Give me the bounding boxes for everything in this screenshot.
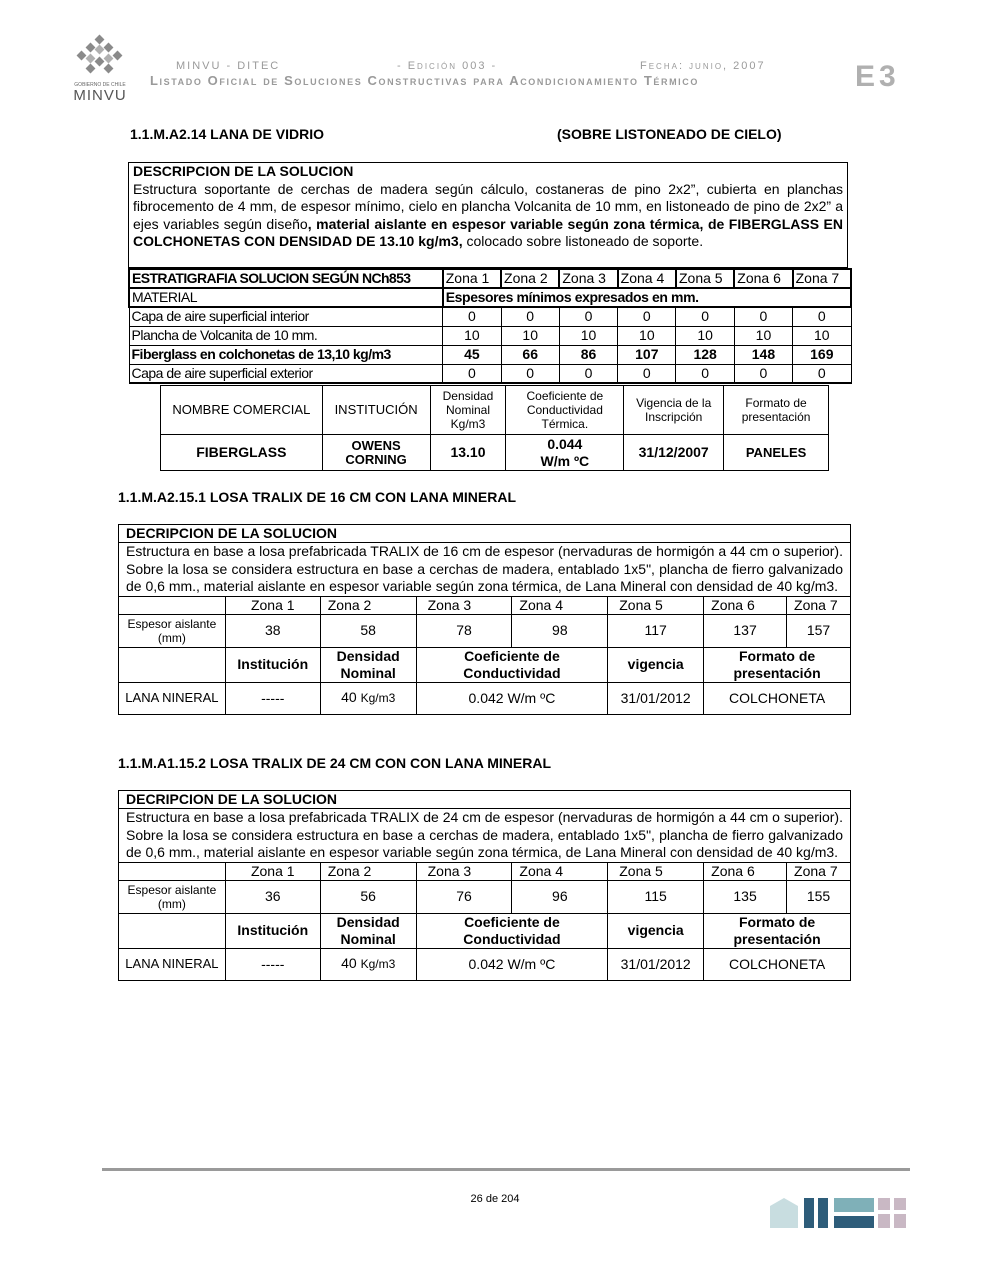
strat-value: 0 <box>734 364 792 383</box>
strat-row-bold <box>129 345 851 364</box>
strat-row <box>129 307 851 326</box>
section1-desc-head: DESCRIPCION DE LA SOLUCION <box>133 163 354 179</box>
zone-header: Zona 6 <box>704 596 787 614</box>
prop-head-coef: Coeficiente de Conductividad <box>416 913 608 948</box>
section2-prop-value-row <box>119 682 851 714</box>
zone-header: Zona 5 <box>608 596 704 614</box>
strat-value: 0 <box>559 364 617 383</box>
strat-row <box>129 364 851 383</box>
prop-dens-num: 40 <box>341 955 357 971</box>
section1-desc-text <box>133 181 843 251</box>
strat-value: 10 <box>501 326 559 345</box>
section2-desc-text: Estructura en base a losa prefabricada TRALIX de 16 cm de espesor (nervaduras de hormigón a 44 cm o superior). Sobre la losa se considera estructura en base a cerchas de madera, entablado 1x5", plancha de fierro galvanizado de 0,6 mm., material aislante en espesor variable según zona térmica, de Lana Mineral con densidad de 40 kg/m3. <box>119 543 851 597</box>
strat-value: 0 <box>559 307 617 326</box>
strat-value: 107 <box>618 345 676 364</box>
prop-head-vig: vigencia <box>608 913 704 948</box>
strat-value: 66 <box>501 345 559 364</box>
commercial-value-row <box>161 435 829 471</box>
prop-fmt: COLCHONETA <box>704 948 851 980</box>
footer-logo <box>770 1198 906 1228</box>
section2-desc-head: DECRIPCION DE LA SOLUCION <box>119 525 851 543</box>
prop-dens-unit: Kg/m3 <box>360 957 396 971</box>
zone-header: Zona 5 <box>608 862 704 880</box>
strat-value: 0 <box>501 307 559 326</box>
strat-value: 0 <box>618 364 676 383</box>
comm-coef-unit: W/m ºC <box>540 452 590 469</box>
espesor-value: 117 <box>608 614 704 647</box>
section1-desc-normal: Estructura soportante de cerchas de madera según cálculo, costaneras de pino 2x2”, cubierta en planchas fibrocemento de 4 mm, de espesor mínimo, cielo en plancha Volcanita de 10 mm, en listoneado de pino de 2x2” a ejes variables según diseño <box>133 180 843 232</box>
strat-value: 0 <box>676 307 734 326</box>
strat-value: 0 <box>618 307 676 326</box>
comm-vig: 31/12/2007 <box>624 435 724 471</box>
prop-mat: LANA NINERAL <box>119 948 226 980</box>
section2-title: 1.1.M.A2.15.1 LOSA TRALIX DE 16 CM CON LANA MINERAL <box>118 489 517 505</box>
espesor-value: 56 <box>320 880 416 913</box>
comm-dens: 13.10 <box>430 435 506 471</box>
prop-head-inst: Institución <box>225 647 320 682</box>
section2-prop-header-row <box>119 647 851 682</box>
prop-dens-unit: Kg/m3 <box>360 691 396 705</box>
prop-vig: 31/01/2012 <box>608 682 704 714</box>
comm-head-vig: Vigencia de la Inscripción <box>624 386 724 435</box>
prop-mat: LANA NINERAL <box>119 682 226 714</box>
header-edition: - Edición 003 - <box>397 60 498 72</box>
empty-cell <box>119 647 226 682</box>
prop-head-fmt: Formato de presentación <box>704 913 851 948</box>
strat-head-label: ESTRATIGRAFIA SOLUCION SEGÚN NCh853 <box>129 269 443 288</box>
section1-subtitle: (SOBRE LISTONEADO DE CIELO) <box>557 126 782 142</box>
espesor-value: 98 <box>512 614 608 647</box>
espesor-value: 155 <box>787 880 851 913</box>
logo-gov-text: GOBIERNO DE CHILE <box>74 82 126 88</box>
espesor-value: 96 <box>512 880 608 913</box>
strat-row-label: Fiberglass en colchonetas de 13,10 kg/m3 <box>129 345 443 364</box>
prop-dens-num: 40 <box>341 689 357 705</box>
header-title: Listado Oficial de Soluciones Constructivas para Acondicionamiento Térmico <box>150 73 699 88</box>
material-row <box>129 288 851 307</box>
comm-head-dens: Densidad Nominal Kg/m3 <box>430 386 506 435</box>
strat-value: 0 <box>443 307 501 326</box>
section3-espesor-row <box>119 880 851 913</box>
prop-inst: ----- <box>225 682 320 714</box>
section2-espesor-row <box>119 614 851 647</box>
logo-brand-text: MINVU <box>73 87 127 104</box>
zone-header: Zona 4 <box>512 596 608 614</box>
prop-head-dens: Densidad Nominal <box>320 913 416 948</box>
prop-head-vig: vigencia <box>608 647 704 682</box>
strat-value: 0 <box>443 364 501 383</box>
comm-head-fmt: Formato de presentación <box>724 386 829 435</box>
footer-pattern-icon <box>770 1198 906 1228</box>
strat-row <box>129 326 851 345</box>
section1-desc-end: colocado sobre listoneado de soporte. <box>462 233 704 249</box>
espesor-value: 76 <box>416 880 512 913</box>
strat-row-label: Capa de aire superficial interior <box>129 307 443 326</box>
section1-desc-bold: , material aislante en espesor variable según zona térmica, de FIBERGLASS EN COLCHONETAS CON DENSIDAD DE 13.10 kg/m3, <box>133 215 844 249</box>
zone-header: Zona 1 <box>443 269 501 288</box>
comm-name: FIBERGLASS <box>161 435 323 471</box>
strat-value: 10 <box>559 326 617 345</box>
zone-header: Zona 6 <box>734 269 792 288</box>
espesor-value: 157 <box>787 614 851 647</box>
strat-value: 0 <box>676 364 734 383</box>
section3-table <box>118 790 851 981</box>
zone-header: Zona 6 <box>704 862 787 880</box>
prop-coef: 0.042 W/m ºC <box>416 948 608 980</box>
section1-title: 1.1.M.A2.14 LANA DE VIDRIO <box>130 126 324 142</box>
strat-value: 0 <box>501 364 559 383</box>
zone-header: Zona 3 <box>559 269 617 288</box>
strat-value: 10 <box>793 326 851 345</box>
zone-header: Zona 7 <box>787 596 851 614</box>
strat-value: 10 <box>676 326 734 345</box>
minvu-logo <box>70 34 130 104</box>
strat-header-row <box>129 269 851 288</box>
stratigraphy-table <box>128 268 852 384</box>
espesor-value: 38 <box>225 614 320 647</box>
espesor-label: Espesor aislante (mm) <box>119 880 226 913</box>
prop-dens <box>320 948 416 980</box>
strat-value: 128 <box>676 345 734 364</box>
prop-vig: 31/01/2012 <box>608 948 704 980</box>
strat-value: 148 <box>734 345 792 364</box>
espesor-value: 135 <box>704 880 787 913</box>
zone-header: Zona 2 <box>501 269 559 288</box>
comm-fmt: PANELES <box>724 435 829 471</box>
zone-header: Zona 7 <box>793 269 851 288</box>
prop-head-dens: Densidad Nominal <box>320 647 416 682</box>
strat-value: 45 <box>443 345 501 364</box>
prop-head-inst: Institución <box>225 913 320 948</box>
prop-coef: 0.042 W/m ºC <box>416 682 608 714</box>
comm-head-coef: Coeficiente de Conductividad Térmica. <box>506 386 624 435</box>
section2-zone-row <box>119 596 851 614</box>
strat-value: 86 <box>559 345 617 364</box>
prop-dens <box>320 682 416 714</box>
zone-header: Zona 2 <box>320 596 416 614</box>
logo-mark-icon <box>70 34 130 80</box>
section1-description-box <box>128 162 848 268</box>
espesor-value: 78 <box>416 614 512 647</box>
zone-header: Zona 3 <box>416 862 512 880</box>
page-number: 26 de 204 <box>470 1193 520 1205</box>
comm-head-name: NOMBRE COMERCIAL <box>161 386 323 435</box>
strat-value: 10 <box>618 326 676 345</box>
thickness-note: Espesores mínimos expresados en mm. <box>443 288 851 307</box>
empty-cell <box>119 913 226 948</box>
footer-divider <box>102 1168 910 1171</box>
strat-row-label: Capa de aire superficial exterior <box>129 364 443 383</box>
zone-header: Zona 5 <box>676 269 734 288</box>
section3-prop-value-row <box>119 948 851 980</box>
comm-coef <box>506 435 624 471</box>
zone-header: Zona 7 <box>787 862 851 880</box>
espesor-value: 115 <box>608 880 704 913</box>
header-date: Fecha: junio, 2007 <box>640 60 766 72</box>
header-org: MINVU - DITEC <box>176 60 281 72</box>
prop-inst: ----- <box>225 948 320 980</box>
section2-table <box>118 524 851 715</box>
comm-coef-num: 0.044 <box>547 435 583 452</box>
zone-header: Zona 1 <box>225 862 320 880</box>
strat-value: 0 <box>793 307 851 326</box>
strat-value: 169 <box>793 345 851 364</box>
comm-head-inst: INSTITUCIÓN <box>322 386 430 435</box>
prop-fmt: COLCHONETA <box>704 682 851 714</box>
strat-row-label: Plancha de Volcanita de 10 mm. <box>129 326 443 345</box>
zone-header: Zona 3 <box>416 596 512 614</box>
zone-header: Zona 2 <box>320 862 416 880</box>
section3-desc-head: DECRIPCION DE LA SOLUCION <box>119 791 851 809</box>
section3-prop-header-row <box>119 913 851 948</box>
commercial-table <box>160 385 829 471</box>
section3-title: 1.1.M.A1.15.2 LOSA TRALIX DE 24 CM CON CON LANA MINERAL <box>118 755 552 771</box>
header-code: E3 <box>855 60 900 93</box>
empty-cell <box>119 596 226 614</box>
strat-value: 10 <box>734 326 792 345</box>
prop-head-fmt: Formato de presentación <box>704 647 851 682</box>
strat-value: 0 <box>793 364 851 383</box>
prop-head-coef: Coeficiente de Conductividad <box>416 647 608 682</box>
comm-inst: OWENS CORNING <box>322 435 430 471</box>
empty-cell <box>119 862 226 880</box>
strat-value: 0 <box>734 307 792 326</box>
commercial-header-row <box>161 386 829 435</box>
material-label: MATERIAL <box>129 288 443 307</box>
zone-header: Zona 4 <box>512 862 608 880</box>
zone-header: Zona 4 <box>618 269 676 288</box>
espesor-value: 58 <box>320 614 416 647</box>
section3-zone-row <box>119 862 851 880</box>
espesor-label: Espesor aislante (mm) <box>119 614 226 647</box>
section3-desc-text: Estructura en base a losa prefabricada TRALIX de 24 cm de espesor (nervaduras de hormigón a 44 cm o superior). Sobre la losa se considera estructura en base a cerchas de madera, entablado 1x5", plancha de fierro galvanizado de 0,6 mm., material aislante en espesor variable según zona térmica, de Lana Mineral con densidad de 40 kg/m3. <box>119 809 851 863</box>
strat-value: 10 <box>443 326 501 345</box>
zone-header: Zona 1 <box>225 596 320 614</box>
espesor-value: 137 <box>704 614 787 647</box>
espesor-value: 36 <box>225 880 320 913</box>
